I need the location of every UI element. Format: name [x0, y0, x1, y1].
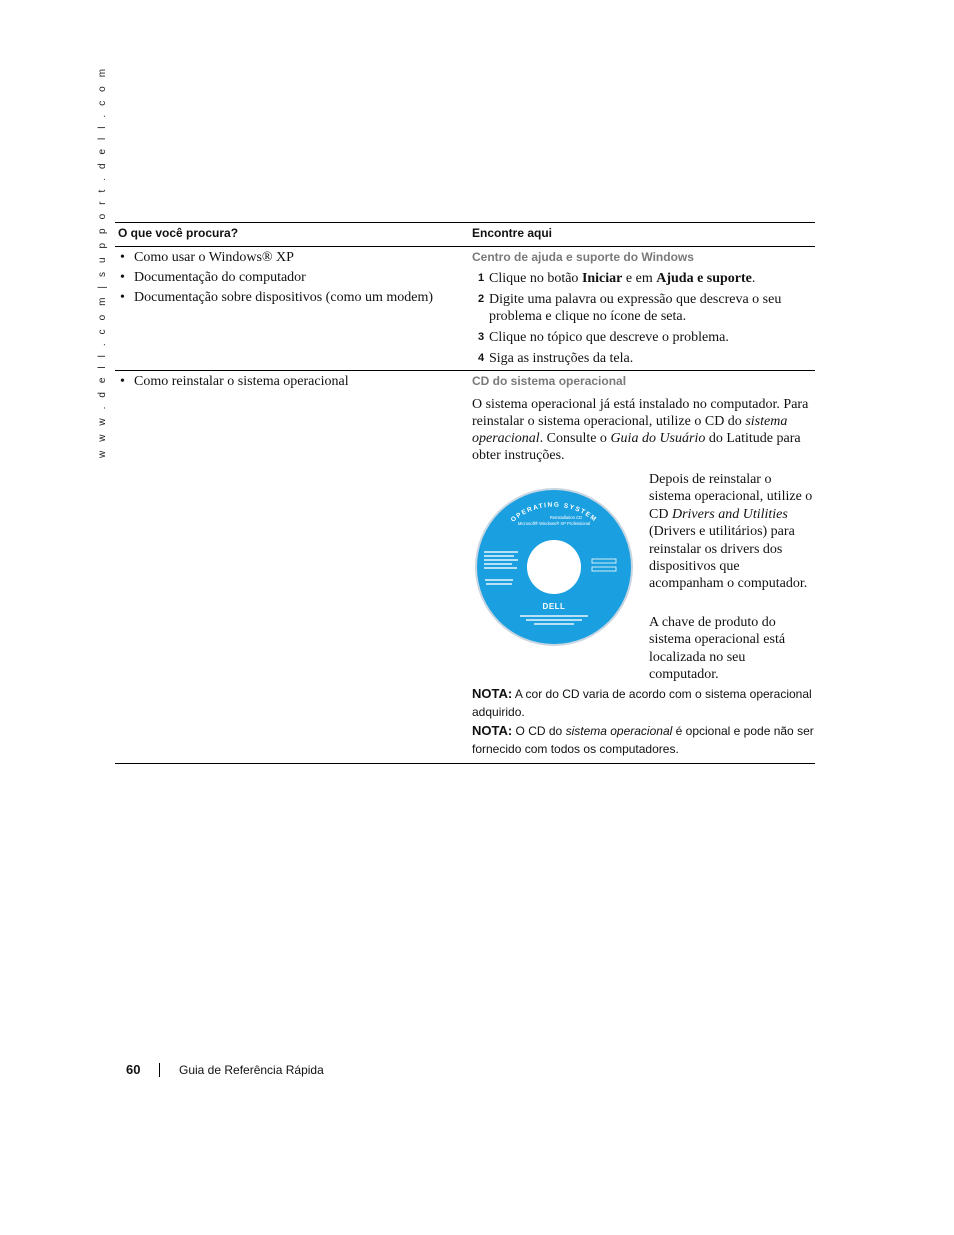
cd-band-label: OPERATING SYSTEM [509, 501, 599, 524]
paragraph-italic: Guia do Usuário [610, 431, 706, 446]
column-header-what: O que você procura? [118, 226, 239, 240]
note-italic: sistema operacional [565, 724, 673, 738]
list-item: • Documentação sobre dispositivos (como um modem) [120, 288, 433, 308]
column-header-where: Encontre aqui [472, 226, 553, 240]
step-item [472, 329, 802, 346]
paragraph-text: . Consulte o [539, 431, 611, 446]
side-url-text: w w w . d e l l . c o m | s u p p o r t . d e l l . c o m [97, 65, 108, 458]
cd-hole [527, 540, 581, 594]
help-steps-list [472, 270, 802, 371]
step-item [472, 350, 802, 367]
step-text: Siga as instruções da tela. [489, 351, 634, 366]
section-title-help-center: Centro de ajuda e suporte do Windows [472, 250, 694, 264]
paragraph-text: Depois de reinstalar o sistema operacional, utilize o CD [649, 472, 813, 522]
list-item: • Como usar o Windows® XP [120, 248, 433, 268]
step-text: e em [622, 271, 657, 286]
step-item [472, 270, 802, 287]
paragraph-text: do Latitude para obter instruções. [472, 431, 801, 463]
help-support-ref: Ajuda e suporte [656, 271, 752, 286]
os-cd-paragraph [472, 396, 812, 464]
row2-topic-list [120, 372, 349, 392]
page-number: 60 [126, 1062, 141, 1077]
table-bottom-rule [115, 763, 815, 764]
drivers-utilities-paragraph [649, 471, 814, 593]
note-text: O CD do [512, 724, 566, 738]
note-cd-color [472, 685, 814, 721]
step-number: 4 [478, 352, 485, 364]
note-cd-optional [472, 722, 814, 758]
cd-line2: Microsoft® Windows® XP Professional [517, 521, 591, 526]
note-text: é opcional e pode não ser fornecido com todos os computadores. [472, 724, 814, 756]
product-key-paragraph: A chave de produto do sistema operacional está localizada no seu computador. [649, 615, 786, 683]
step-number: 3 [478, 331, 485, 343]
step-text: . [751, 271, 756, 286]
paragraph-text: O sistema operacional já está instalado no computador. Para reinstalar o sistema operacional, utilize o CD do [472, 397, 809, 429]
side-url [85, 65, 108, 462]
step-text: Clique no botão [489, 271, 582, 286]
os-cd-image [474, 487, 634, 647]
paragraph-italic: sistema operacional [472, 414, 788, 446]
row1-topic-list [120, 248, 433, 308]
list-item: • Como reinstalar o sistema operacional [120, 372, 349, 392]
note-label: NOTA: [472, 723, 513, 738]
table-header-rule [115, 246, 815, 247]
cd-line1: Reinstallation CD [549, 515, 583, 520]
paragraph-italic: Drivers and Utilities [671, 506, 788, 522]
footer-title: Guia de Referência Rápida [179, 1063, 324, 1077]
list-item: • Documentação do computador [120, 268, 433, 288]
section-title-os-cd: CD do sistema operacional [472, 374, 627, 388]
start-button-ref: Iniciar [581, 271, 623, 286]
table-top-rule [115, 222, 815, 223]
note-label: NOTA: [472, 686, 513, 701]
step-text: Clique no tópico que descreve o problema. [489, 330, 729, 345]
footer-divider [159, 1063, 160, 1077]
step-number: 2 [478, 293, 485, 305]
step-item [472, 291, 802, 325]
step-number: 1 [478, 272, 485, 284]
note-text: A cor do CD varia de acordo com o sistema operacional adquirido. [472, 687, 812, 719]
dell-logo: DELL [542, 602, 566, 611]
paragraph-text: (Drivers e utilitários) para reinstalar os drivers dos dispositivos que acompanham o computador. [649, 524, 808, 592]
step-text: Digite uma palavra ou expressão que descreva o seu problema e clique no ícone de seta. [489, 292, 782, 324]
